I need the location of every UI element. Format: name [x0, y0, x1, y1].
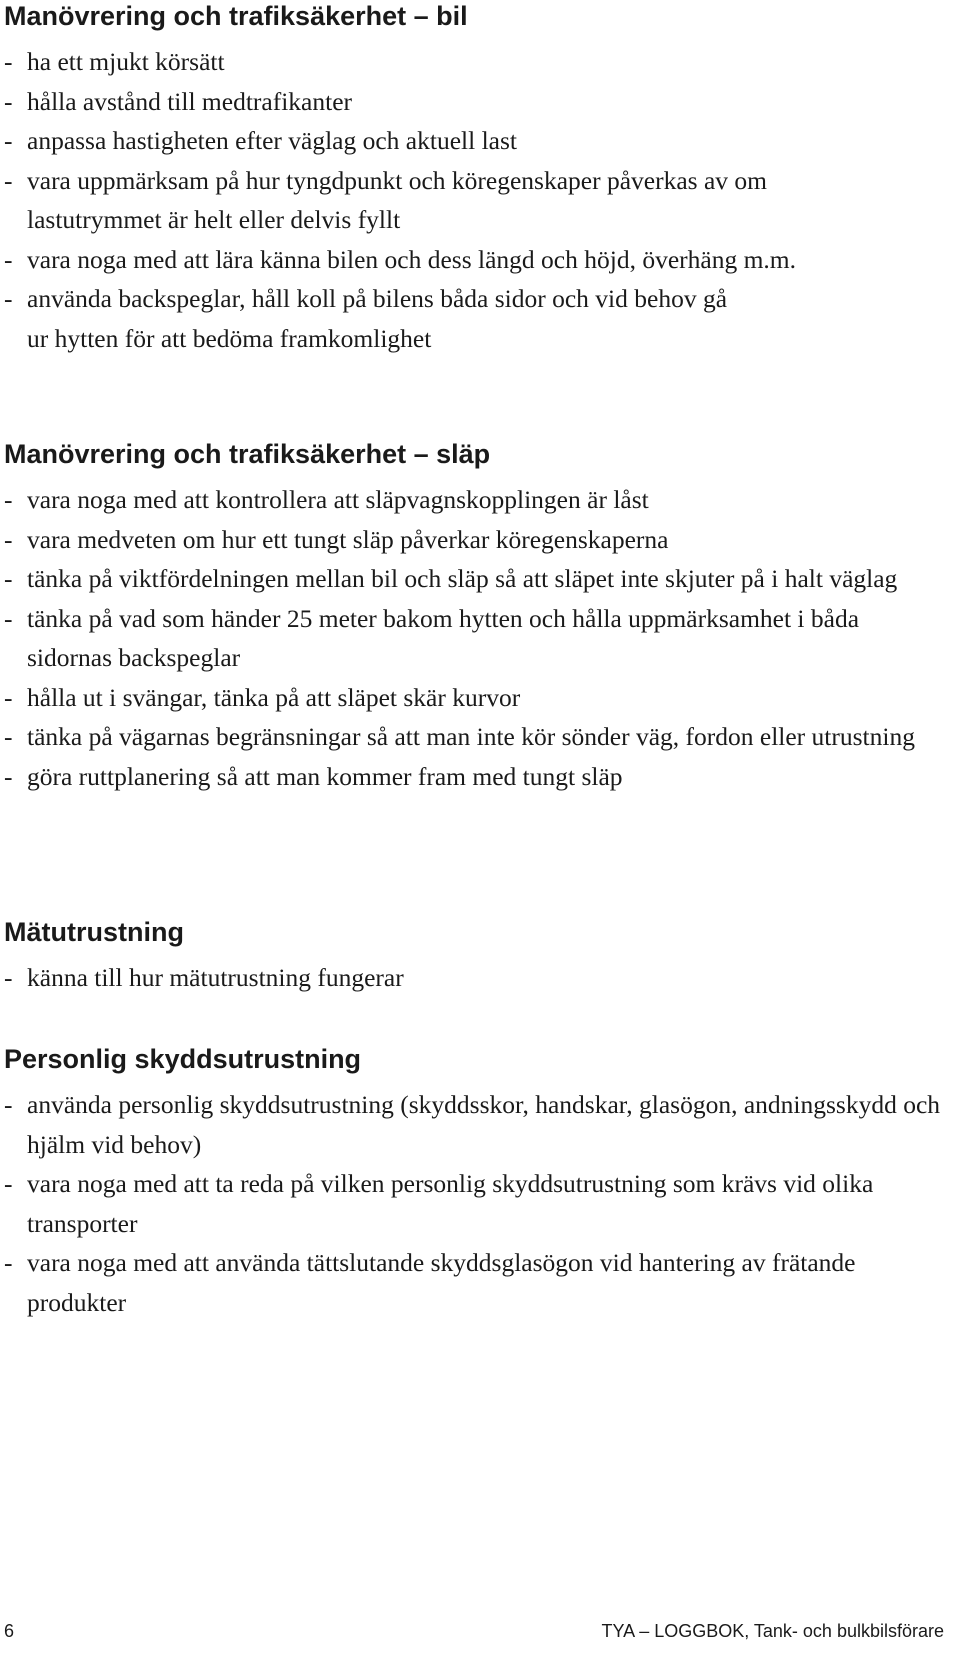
list-item: - ha ett mjukt körsätt [4, 42, 944, 82]
list-item: - hålla avstånd till medtrafikanter [4, 82, 944, 122]
list-item: - tänka på vad som händer 25 meter bakom hytten och hålla uppmärksamhet i båda sidornas backspeglar [4, 599, 907, 678]
list-item: - använda personlig skyddsutrustning (skyddsskor, handskar, glasögon, andningsskydd och hjälm vid behov) [4, 1085, 944, 1164]
item-list [4, 42, 944, 358]
section-heading: Manövrering och trafiksäkerhet – släp [4, 439, 491, 469]
list-item: - hålla ut i svängar, tänka på att släpet skär kurvor [4, 678, 944, 718]
list-item: - vara noga med att använda tättslutande skyddsglasögon vid hantering av frätande produkter [4, 1243, 944, 1322]
list-item: - använda backspeglar, håll koll på bilens båda sidor och vid behov gå ur hytten för att bedöma framkomlighet [4, 279, 747, 358]
section-heading: Manövrering och trafiksäkerhet – bil [4, 1, 468, 31]
section-manovrering-slap [4, 438, 944, 796]
section-heading: Personlig skyddsutrustning [4, 1044, 362, 1074]
section-heading: Mätutrustning [4, 917, 184, 947]
list-item: - tänka på viktfördelningen mellan bil och släp så att släpet inte skjuter på i halt väglag [4, 559, 944, 599]
section-personlig-skyddsutrustning [4, 1043, 944, 1322]
list-item: - anpassa hastigheten efter väglag och aktuell last [4, 121, 944, 161]
list-item: - göra ruttplanering så att man kommer fram med tungt släp [4, 757, 944, 797]
list-item: - vara uppmärksam på hur tyngdpunkt och köregenskaper påverkas av om lastutrymmet är helt eller delvis fyllt [4, 161, 827, 240]
item-list [4, 480, 944, 796]
list-item: - vara medveten om hur ett tungt släp påverkar köregenskaperna [4, 520, 944, 560]
list-item: - vara noga med att lära känna bilen och dess längd och höjd, överhäng m.m. [4, 240, 807, 280]
list-item: - tänka på vägarnas begränsningar så att man inte kör sönder väg, fordon eller utrustning [4, 717, 944, 757]
list-item: - vara noga med att kontrollera att släpvagnskopplingen är låst [4, 480, 944, 520]
footer-title: TYA – LOGGBOK, Tank- och bulkbilsförare [601, 1621, 944, 1641]
item-list [4, 1085, 944, 1322]
list-item: - känna till hur mätutrustning fungerar [4, 958, 944, 998]
section-manovrering-bil [4, 0, 944, 358]
list-item: - vara noga med att ta reda på vilken personlig skyddsutrustning som krävs vid olika transporter [4, 1164, 944, 1243]
page-number: 6 [4, 1621, 15, 1641]
item-list [4, 958, 944, 998]
section-matutrustning [4, 916, 944, 998]
